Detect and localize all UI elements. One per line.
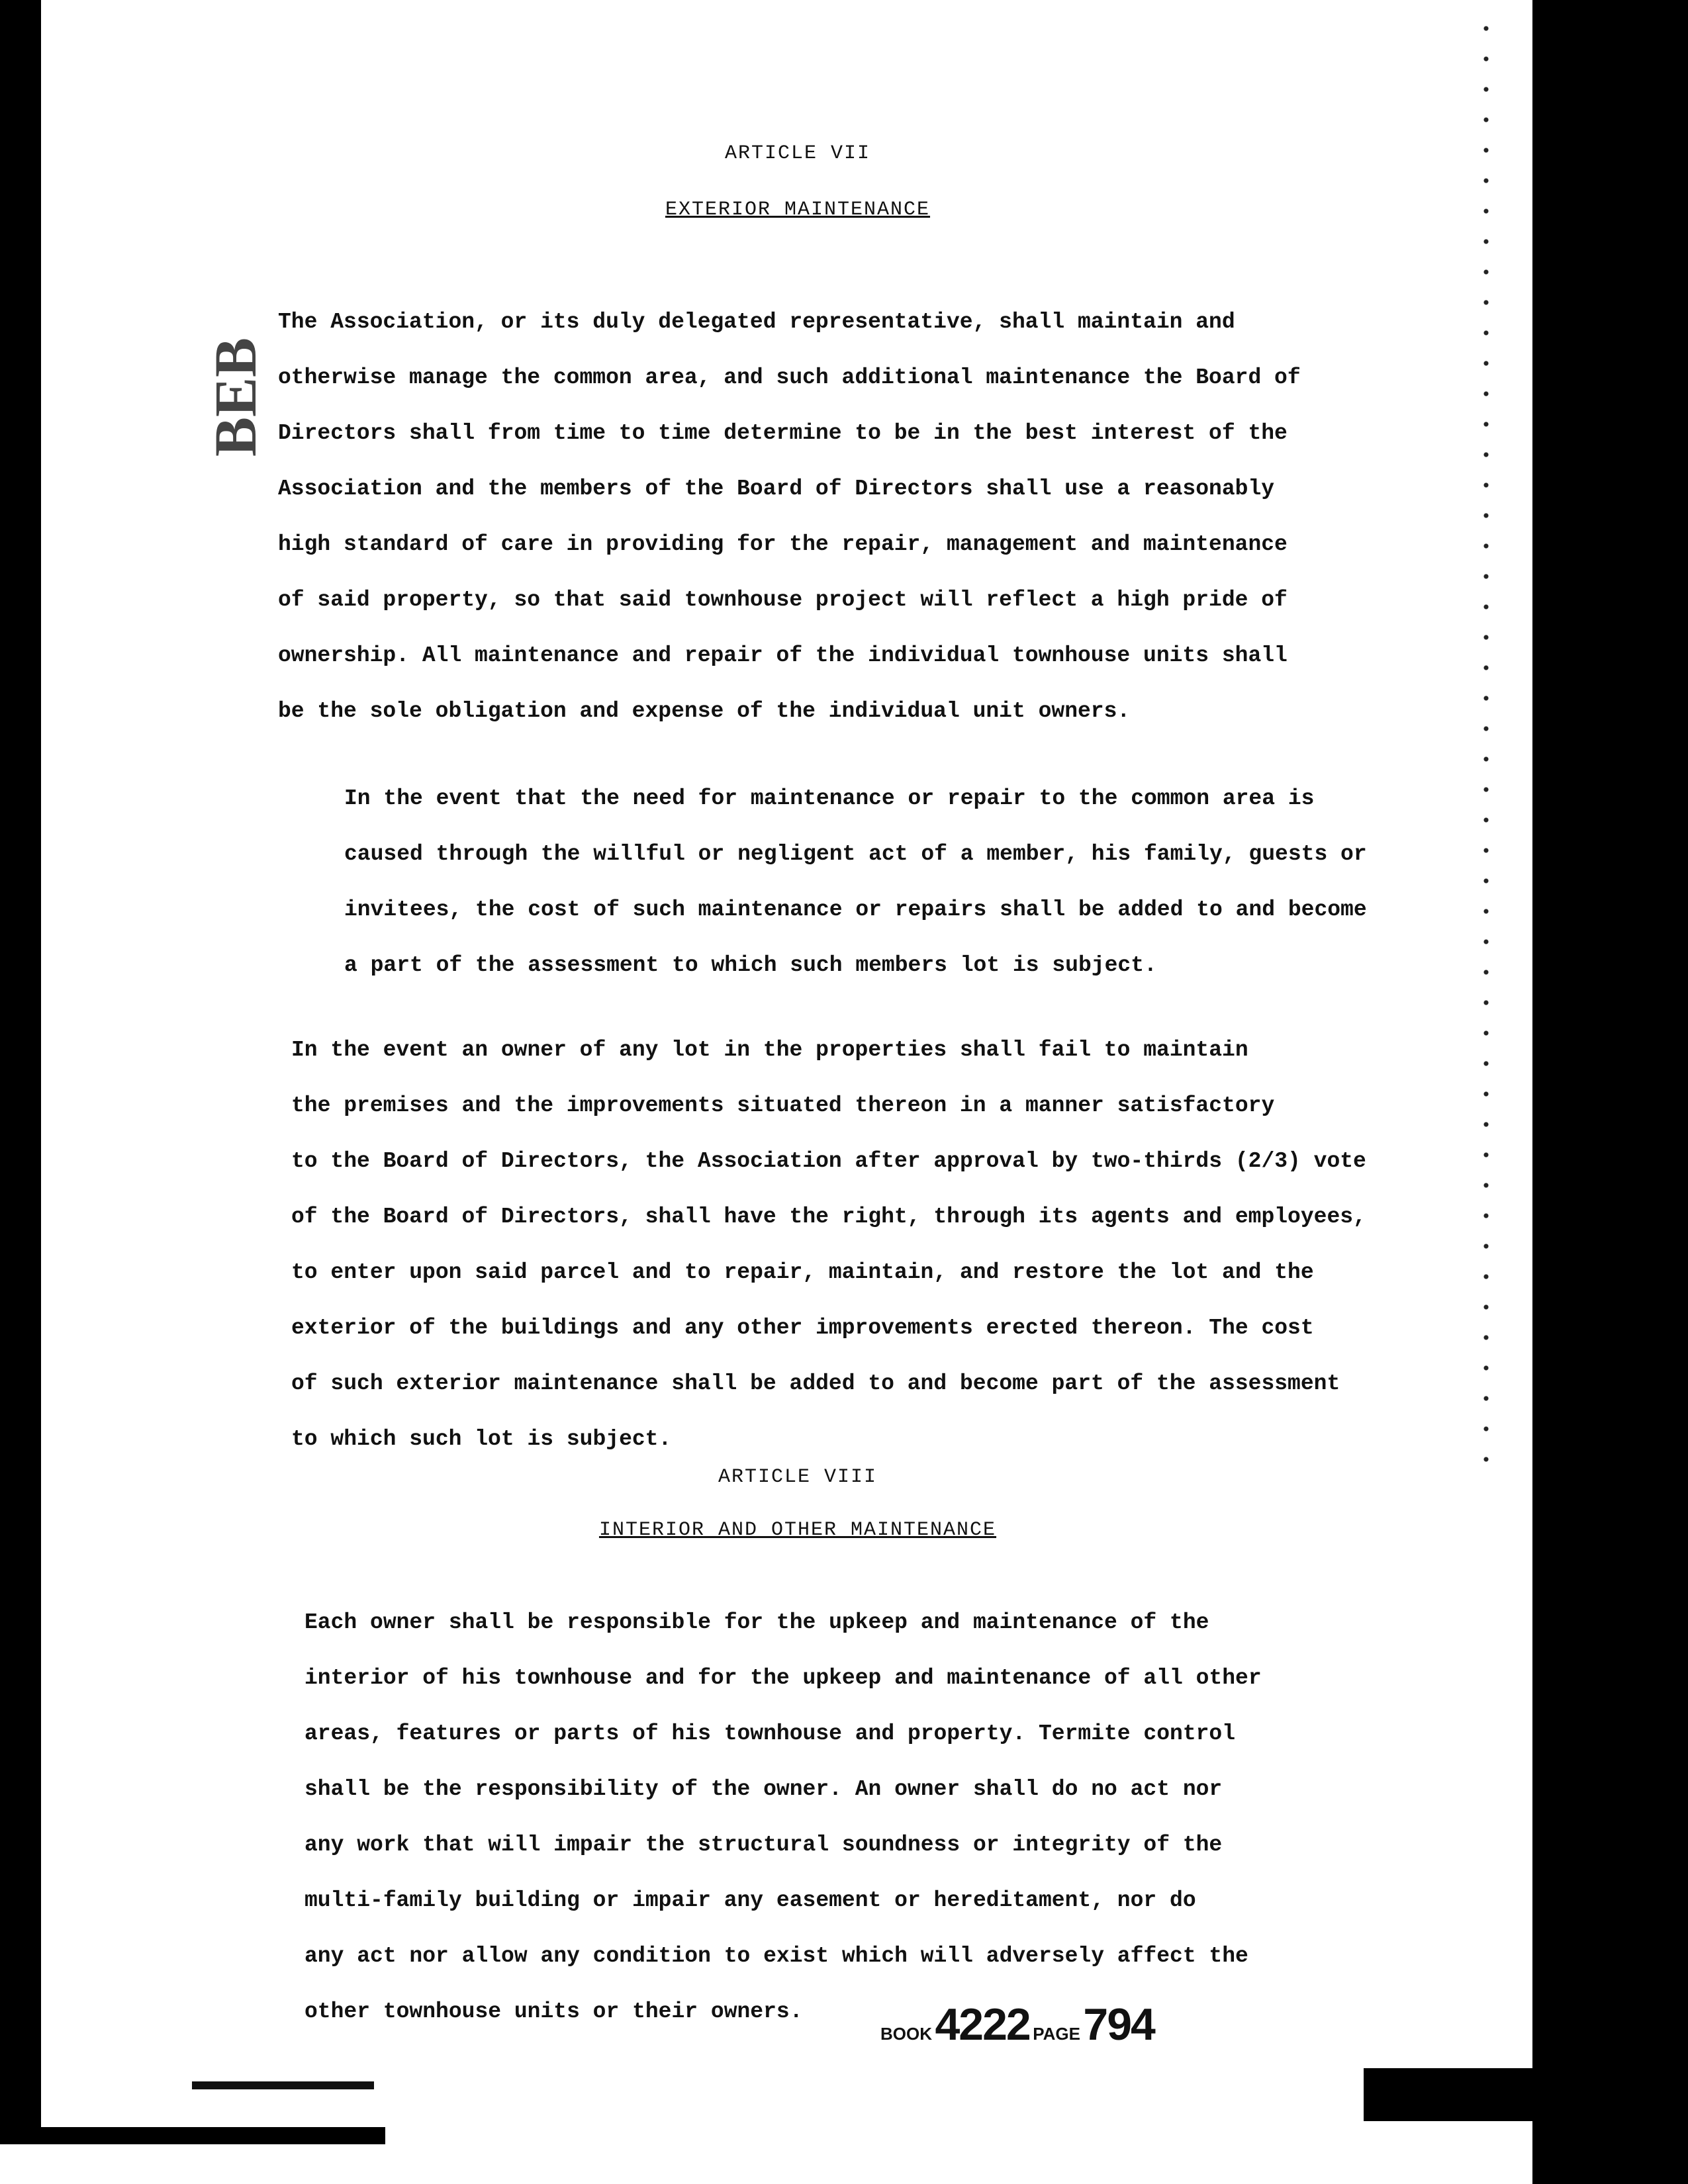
scan-border-right: [1532, 0, 1688, 2184]
article-7-paragraph-3: In the event an owner of any lot in the properties shall fail to maintain the premises and the improvements situated thereon in a manner satisfactory to the Board of Directors, the Association after approval by two-thirds (2/3) vote of the Board of Directors, shall have the right, through its agents and employees, to enter upon said parcel and to repair, maintain, and restore the lot and the exterior of the buildings and any other improvements erected thereon. The cost of such exterior maintenance shall be added to and become part of the assessment to which such lot is subject.: [291, 1038, 1366, 1451]
scan-border-bottom: [41, 2127, 385, 2144]
page-label: PAGE: [1033, 2024, 1080, 2044]
book-number: 4222: [935, 1999, 1030, 2050]
article-7-paragraph-2: In the event that the need for maintenance or repair to the common area is caused through the willful or negligent act of a member, his family, guests or invitees, the cost of such maintenance or repairs shall be added to and become a part of the assessment to which such members lot is subject.: [344, 786, 1367, 978]
article-7-paragraph-1: The Association, or its duly delegated representative, shall maintain and otherwise manage the common area, and such additional maintenance the Board of Directors shall from time to time determine to be in the best interest of the Association and the members of the Board of Directors shall use a reasonably high standard of care in providing for the repair, management and maintenance of said property, so that said townhouse project will reflect a high pride of ownership. All maintenance and repair of the individual townhouse units shall be the sole obligation and expense of the individual unit owners.: [278, 310, 1301, 723]
article-8-subheading: INTERIOR AND OTHER MAINTENANCE: [598, 1519, 997, 1541]
initials-stamp: BEB: [203, 337, 269, 457]
book-label: BOOK: [880, 2024, 932, 2044]
page-number: 794: [1083, 1999, 1154, 2050]
article-7-subheading: EXTERIOR MAINTENANCE: [665, 199, 931, 221]
scan-border-left: [0, 0, 41, 2144]
book-page-reference: [880, 1999, 1154, 2050]
article-7-heading: ARTICLE VII: [724, 142, 871, 165]
article-8-paragraph-1: Each owner shall be responsible for the upkeep and maintenance of the interior of his townhouse and for the upkeep and maintenance of all other areas, features or parts of his townhouse and property. Termite control shall be the responsibility of the owner. An owner shall do no act nor any work that will impair the structural soundness or integrity of the multi-family building or impair any easement or hereditament, nor do any act nor allow any condition to exist which will adversely affect the other townhouse units or their owners.: [305, 1610, 1262, 2024]
scan-mark: [192, 2081, 374, 2089]
scan-dots: [1483, 13, 1489, 1469]
scan-border-corner: [1364, 2068, 1532, 2121]
article-8-heading: ARTICLE VIII: [718, 1466, 878, 1488]
